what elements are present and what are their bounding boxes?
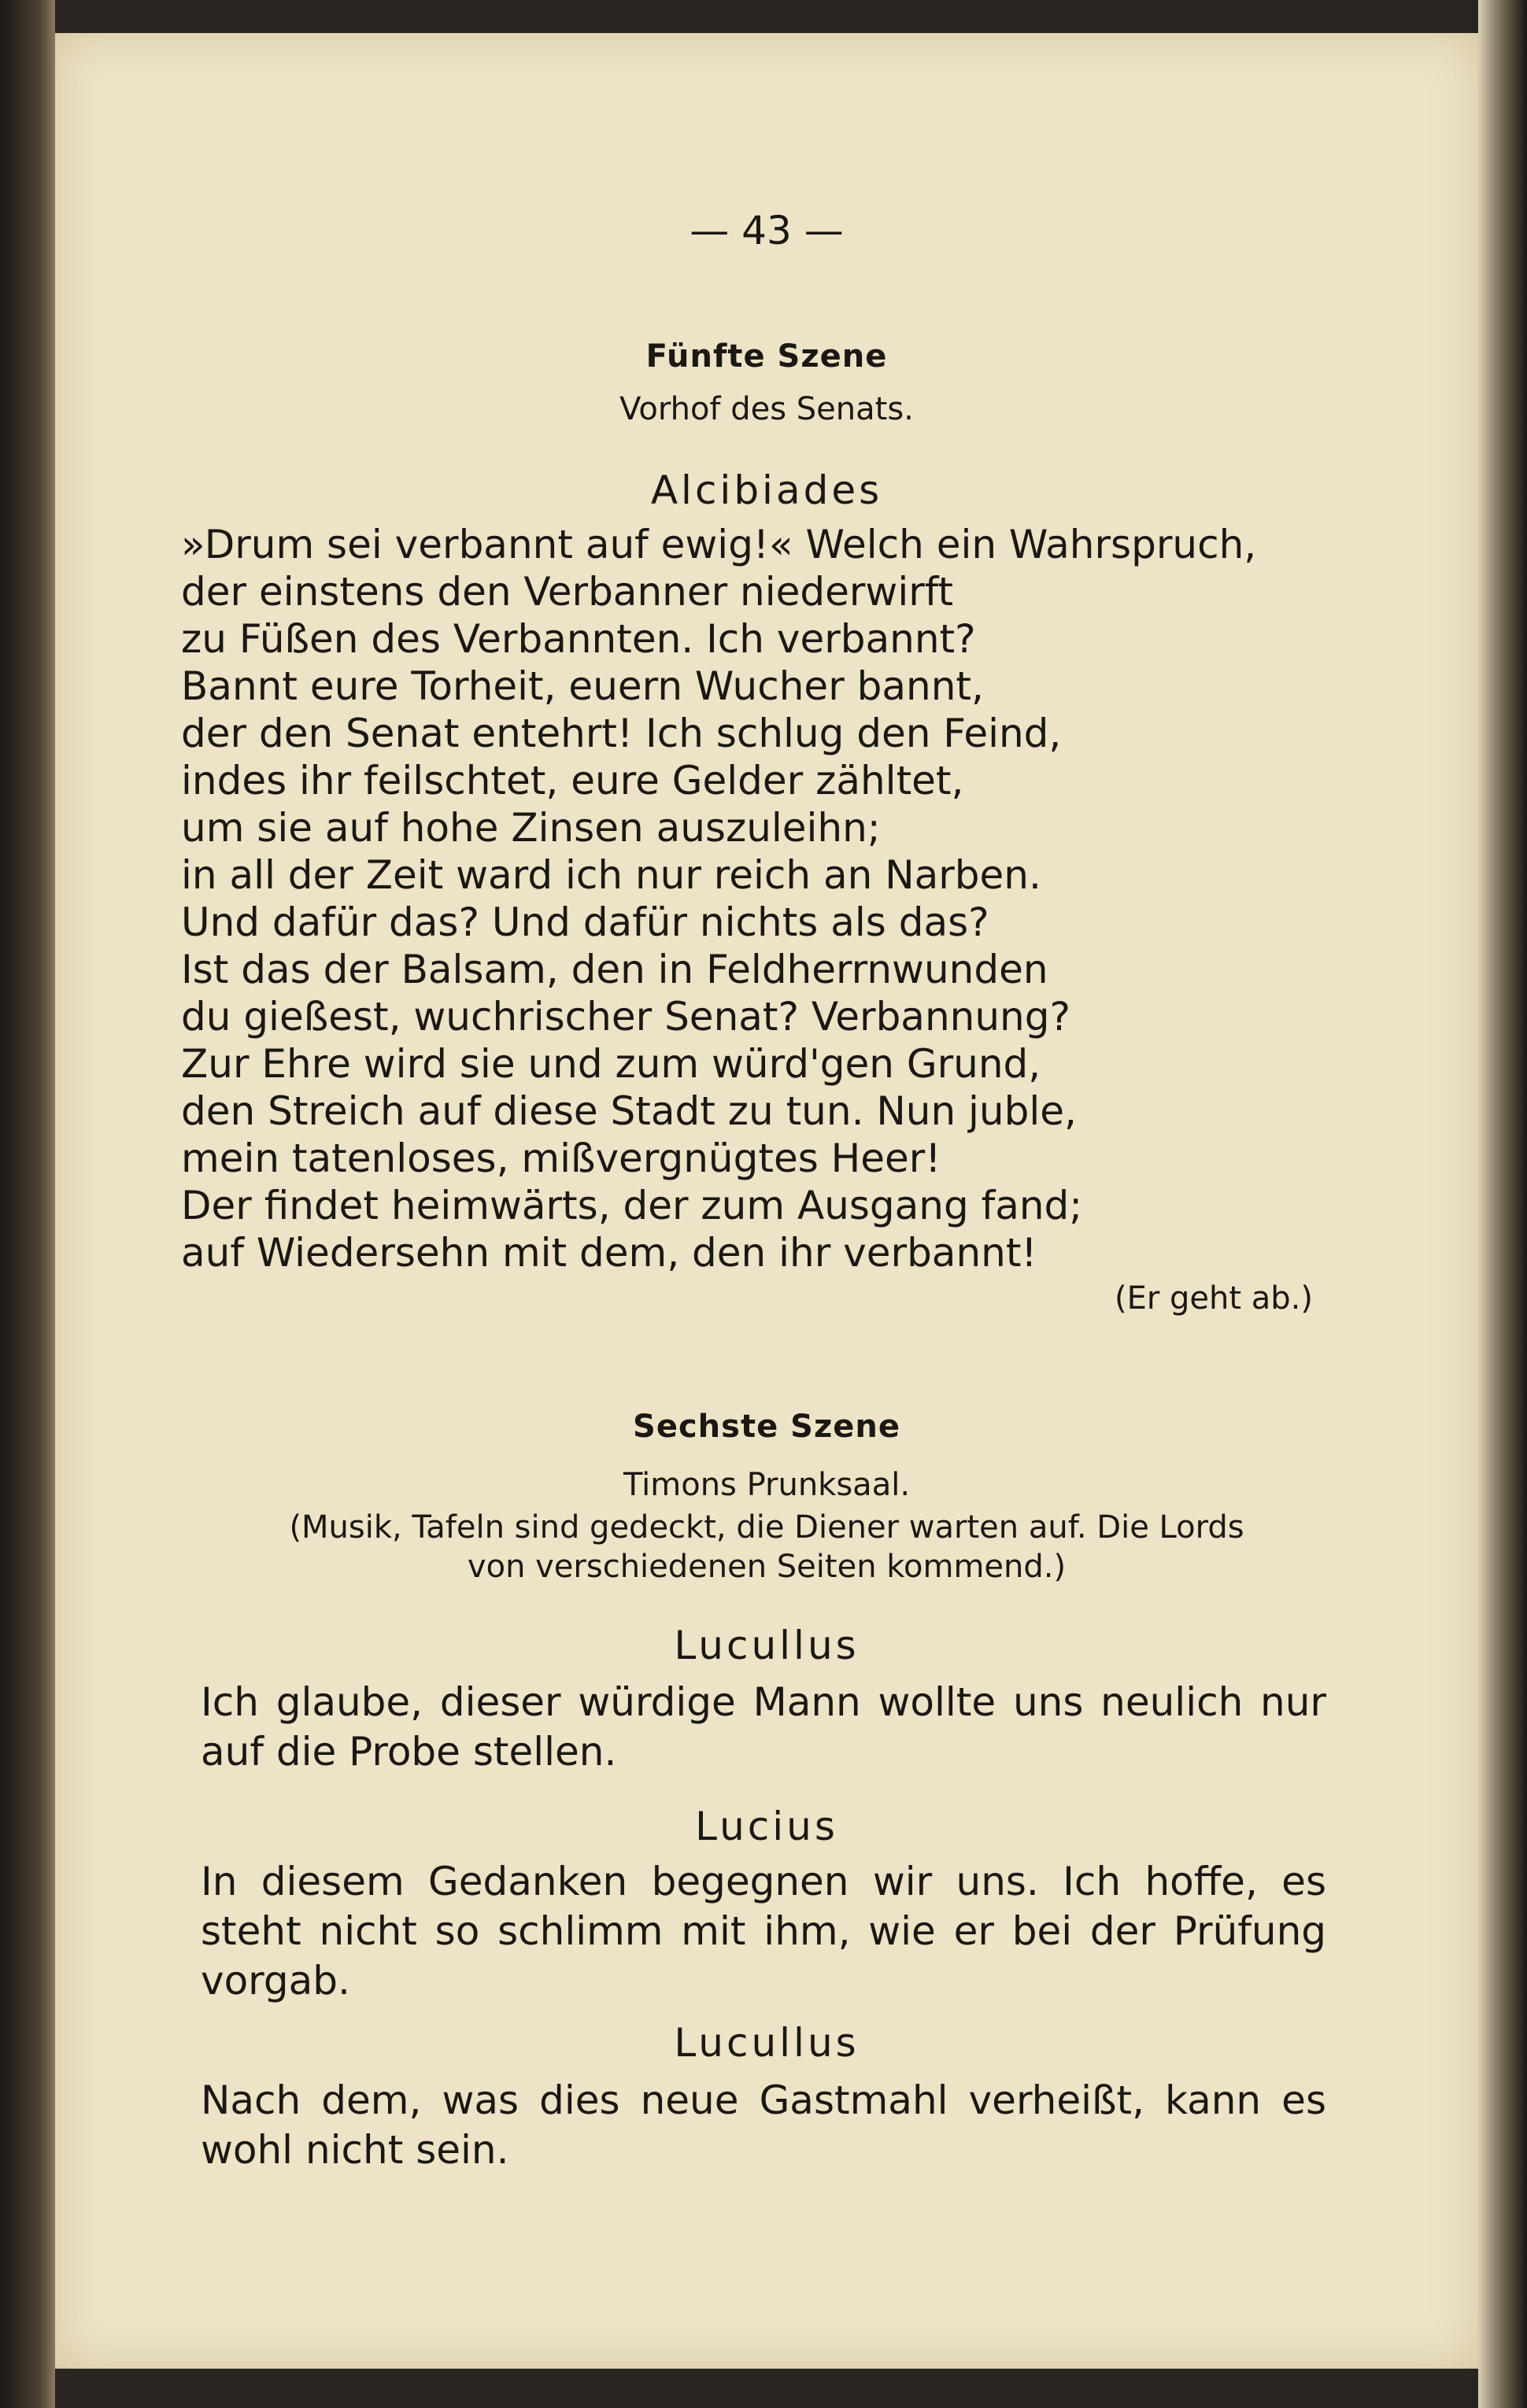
scene-6-direction-line-1: (Musik, Tafeln sind gedeckt, die Diener warten auf. Die Lords <box>289 1509 1244 1546</box>
verse-line: der einstens den Verbanner niederwirft <box>181 569 954 615</box>
scene-5-title: Fünfte Szene <box>645 338 888 375</box>
stage-direction-exit: (Er geht ab.) <box>1114 1280 1313 1317</box>
verse-line: Und dafür das? Und dafür nichts als das? <box>181 899 989 945</box>
page-edge-shadow <box>1478 0 1527 2408</box>
verse-line: auf Wiedersehn mit dem, den ihr verbannt! <box>181 1230 1037 1276</box>
dialogue-text: Ich glaube, dieser würdige Mann wollte uns neulich nur auf die Probe stellen. <box>201 1679 1326 1775</box>
verse-line: zu Füßen des Verbannten. Ich verbannt? <box>181 616 976 662</box>
verse-line: in all der Zeit ward ich nur reich an Narben. <box>181 852 1041 898</box>
speaker-lucullus: Lucullus <box>674 2020 860 2066</box>
dialogue-text: In diesem Gedanken begegnen wir uns. Ich hoffe, es steht nicht so schlimm mit ihm, wie er bei der Prüfung vorgab. <box>201 1859 1326 2004</box>
scene-6-setting: Timons Prunksaal. <box>623 1467 911 1503</box>
scene-6-direction-line-2: von verschiedenen Seiten kommend.) <box>467 1549 1067 1585</box>
verse-line: Bannt eure Torheit, euern Wucher bannt, <box>181 663 984 709</box>
scene-6-title: Sechste Szene <box>633 1409 900 1445</box>
verse-line: den Streich auf diese Stadt zu tun. Nun juble, <box>181 1088 1077 1134</box>
verse-line: Der findet heimwärts, der zum Ausgang fand; <box>181 1183 1083 1228</box>
verse-line: Ist das der Balsam, den in Feldherrnwunden <box>181 947 1048 992</box>
verse-monologue <box>181 521 1256 1276</box>
dialogue-text: Nach dem, was dies neue Gastmahl verheißt, kann es wohl nicht sein. <box>201 2077 1326 2173</box>
verse-line: der den Senat entehrt! Ich schlug den Feind, <box>181 711 1062 756</box>
verse-line: mein tatenloses, mißvergnügtes Heer! <box>181 1136 941 1181</box>
verse-line: um sie auf hohe Zinsen auszuleihn; <box>181 805 881 851</box>
book-spine-shadow <box>0 0 55 2408</box>
verse-line: indes ihr feilschtet, eure Gelder zähltet, <box>181 758 964 803</box>
scene-5-setting: Vorhof des Senats. <box>619 391 914 427</box>
verse-line: »Drum sei verbannt auf ewig!« Welch ein Wahrspruch, <box>181 522 1257 567</box>
verse-line: du gießest, wuchrischer Senat? Verbannung? <box>181 994 1070 1040</box>
speaker-alcibiades: Alcibiades <box>650 467 883 513</box>
page-number: — 43 — <box>690 208 844 253</box>
speaker-lucius: Lucius <box>695 1804 838 1849</box>
book-page <box>55 33 1478 2369</box>
verse-line: Zur Ehre wird sie und zum würd'gen Grund, <box>181 1041 1041 1087</box>
speaker-lucullus: Lucullus <box>674 1623 860 1668</box>
